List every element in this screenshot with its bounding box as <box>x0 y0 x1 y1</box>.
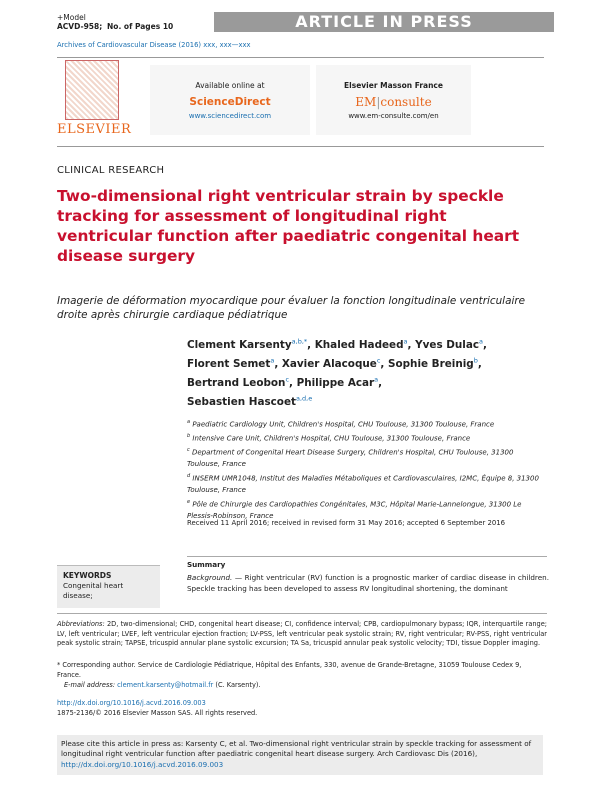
french-title: Imagerie de déformation myocardique pour évaluer la fonction longitudinale ventriculaire droite après chirurgie cardiaque pédiatrique <box>57 295 525 321</box>
background-text: Right ventricular (RV) function is a prognostic marker of cardiac disease in children. Speckle tracking has been developed to assess RV longitudinal shortening, the dominant <box>187 573 549 594</box>
author: Sophie Breinig$^b$, <box>388 356 482 371</box>
article-title: Two-dimensional right ventricular strain by speckle tracking for assessment of longitudinal right ventricular function after paediatric congenital heart disease surgery <box>57 187 520 265</box>
keywords-box <box>57 565 160 608</box>
summary-divider <box>187 556 547 557</box>
elsevier-wordmark: ELSEVIER <box>57 122 132 137</box>
model-label: +Model <box>57 13 86 22</box>
journal-reference[interactable]: Archives of Cardiovascular Disease (2016) xxx, xxx—xxx <box>57 41 251 49</box>
model-tag <box>57 13 173 31</box>
elsevier-tree-icon <box>65 60 119 120</box>
em-consulte-logo: EM|consulte <box>355 95 432 109</box>
em-logo-part-b: consulte <box>380 95 432 109</box>
summary-text <box>187 572 549 594</box>
copyright-line: 1875-2136/© 2016 Elsevier Masson SAS. All rights reserved. <box>57 709 258 717</box>
elsevier-logo <box>57 58 132 144</box>
affiliation: $^a$ Paediatric Cardiology Unit, Children's Hospital, CHU Toulouse, 31300 Toulouse, France <box>187 419 495 429</box>
abbreviations-label: Abbreviations: <box>57 620 105 628</box>
em-consulte-link[interactable]: www.em-consulte.com/en <box>348 112 439 120</box>
email-suffix: (C. Karsenty). <box>215 681 261 689</box>
author: Sebastien Hascoet$^{a,d,e}$ <box>187 394 313 409</box>
page-count: No. of Pages 10 <box>107 22 174 31</box>
author: Philippe Acar$^a$, <box>296 375 383 390</box>
article-code: ACVD-958; <box>57 22 103 31</box>
background-label: Background. — <box>187 573 243 582</box>
sciencedirect-logo: ScienceDirect <box>189 96 271 108</box>
author: Clement Karsenty$^{a,b,*}$, <box>187 338 315 352</box>
abbreviations-text: 2D, two-dimensional; CHD, congenital heart disease; CI, confidence interval; CPB, cardiopulmonary bypass; IQR, interquartile range; LV, left ventricular; LVEF, left ventricular ejection fraction; LV-PSS, left ventricular peak systolic strain; RV, right ventricular; RV-PSS, right ventricular peak systolic strain; TAPSE, tricuspid annular plane systolic excursion; TA Sa, tricuspid annular peak systolic velocity; TDI, tissue Doppler imaging. <box>57 620 547 648</box>
keywords-heading: KEYWORDS <box>63 571 112 580</box>
abbreviations-footnote <box>57 620 547 649</box>
sciencedirect-link[interactable]: www.sciencedirect.com <box>188 112 272 120</box>
affiliation: $^b$ Intensive Care Unit, Children's Hospital, CHU Toulouse, 31300 Toulouse, France <box>187 433 471 443</box>
author: Florent Semet$^a$, <box>187 356 282 371</box>
author: Xavier Alacoque$^c$, <box>281 356 388 371</box>
received-dates: Received 11 April 2016; received in revised form 31 May 2016; accepted 6 September 2016 <box>187 519 506 527</box>
affiliation: $^e$ Pôle de Chirurgie des Cardiopathies Congénitales, M3C, Hôpital Marie-Lannelongue, 31300 Le Plessis-Robinson, France <box>187 499 522 521</box>
email-label: E-mail address: <box>64 681 116 689</box>
doi-link[interactable]: http://dx.doi.org/10.1016/j.acvd.2016.09.003 <box>57 699 206 707</box>
em-consulte-panel <box>316 65 471 135</box>
section-label: CLINICAL RESEARCH <box>57 165 165 176</box>
affiliations <box>187 417 547 523</box>
available-online-text: Available online at <box>195 81 265 90</box>
publisher-name: Elsevier Masson France <box>344 81 443 90</box>
summary-heading: Summary <box>187 560 226 569</box>
citation-box <box>57 735 543 775</box>
article-in-press-banner: ARTICLE IN PRESS <box>214 12 554 32</box>
author: Yves Dulac$^a$, <box>415 338 487 352</box>
author: Khaled Hadeed$^a$, <box>314 338 416 352</box>
sciencedirect-panel <box>150 65 310 135</box>
author: Bertrand Leobon$^c$, <box>187 375 297 390</box>
email-link[interactable]: clement.karsenty@hotmail.fr <box>117 681 214 689</box>
affiliation: $^c$ Department of Congenital Heart Disease Surgery, Children's Hospital, CHU Toulouse, 31300 Toulouse, France <box>187 447 514 469</box>
email-line <box>64 681 261 689</box>
author-list <box>187 335 547 411</box>
keyword-item: Congenital heart disease; <box>63 581 124 600</box>
affiliation: $^d$ INSERM UMR1048, Institut des Maladies Métaboliques et Cardiovasculaires, I2MC, Équipe 8, 31300 Toulouse, France <box>187 473 539 495</box>
corresponding-author-note: * Corresponding author. Service de Cardiologie Pédiatrique, Hôpital des Enfants, 330, avenue de Grande-Bretagne, 31059 Toulouse Cedex 9, France. <box>57 661 522 679</box>
footnote-divider <box>57 613 547 614</box>
citation-text: Please cite this article in press as: Karsenty C, et al. Two-dimensional right ventricular strain by speckle tracking for assessment of longitudinal right ventricular function after paediatric congenital heart disease surgery. Arch Cardiovasc Dis (2016), http://dx.doi.org/10.1016/j.acvd.2016.09.003 <box>61 739 532 769</box>
citation-doi-link[interactable]: http://dx.doi.org/10.1016/j.acvd.2016.09.003 <box>61 759 224 769</box>
em-logo-part-a: EM <box>355 95 377 109</box>
